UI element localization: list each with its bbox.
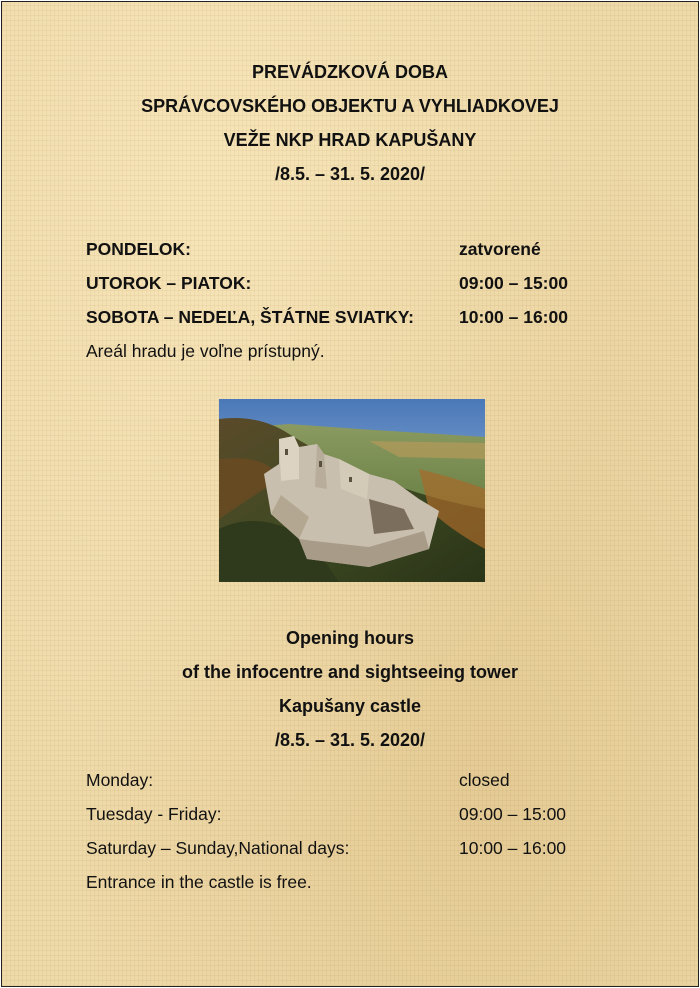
document-page [1,1,699,987]
castle-photo-illustration [219,399,485,582]
en-title-line-3: Kapušany castle [278,696,422,716]
sk-title [2,55,698,191]
sk-title-line-2: SPRÁVCOVSKÉHO OBJEKTU A VYHLIADKOVEJ [141,96,559,116]
sk-hours-row [86,266,626,300]
sk-day-label: SOBOTA – NEDEĽA, ŠTÁTNE SVIATKY: [86,307,414,327]
en-day-value: 09:00 – 15:00 [459,804,567,824]
sk-day-value: 10:00 – 16:00 [459,307,568,327]
sk-hours-row [86,300,626,334]
sk-title-line-1: PREVÁDZKOVÁ DOBA [251,62,448,82]
en-day-label: Saturday – Sunday,National days: [86,838,350,858]
en-day-value: 10:00 – 16:00 [459,838,567,858]
en-day-value: closed [459,770,510,790]
sk-note: Areál hradu je voľne prístupný. [86,341,325,361]
en-day-label: Monday: [86,770,154,790]
en-title-dates: /8.5. – 31. 5. 2020/ [274,730,426,750]
sk-day-value: 09:00 – 15:00 [459,273,568,293]
castle-photo [219,399,485,582]
sk-day-value: zatvorené [459,239,541,259]
sk-day-label: PONDELOK: [86,239,191,259]
sk-title-dates: /8.5. – 31. 5. 2020/ [274,164,426,184]
en-title [2,621,698,757]
en-title-line-1: Opening hours [286,628,414,648]
sk-hours-row [86,232,626,266]
en-day-label: Tuesday - Friday: [86,804,222,824]
en-note: Entrance in the castle is free. [86,872,312,892]
en-title-line-2: of the infocentre and sightseeing tower [181,662,519,682]
sk-title-line-3: VEŽE NKP HRAD KAPUŠANY [223,130,477,150]
en-hours-row [86,797,626,831]
en-hours-row [86,831,626,865]
en-hours-row [86,763,626,797]
sk-day-label: UTOROK – PIATOK: [86,273,252,293]
